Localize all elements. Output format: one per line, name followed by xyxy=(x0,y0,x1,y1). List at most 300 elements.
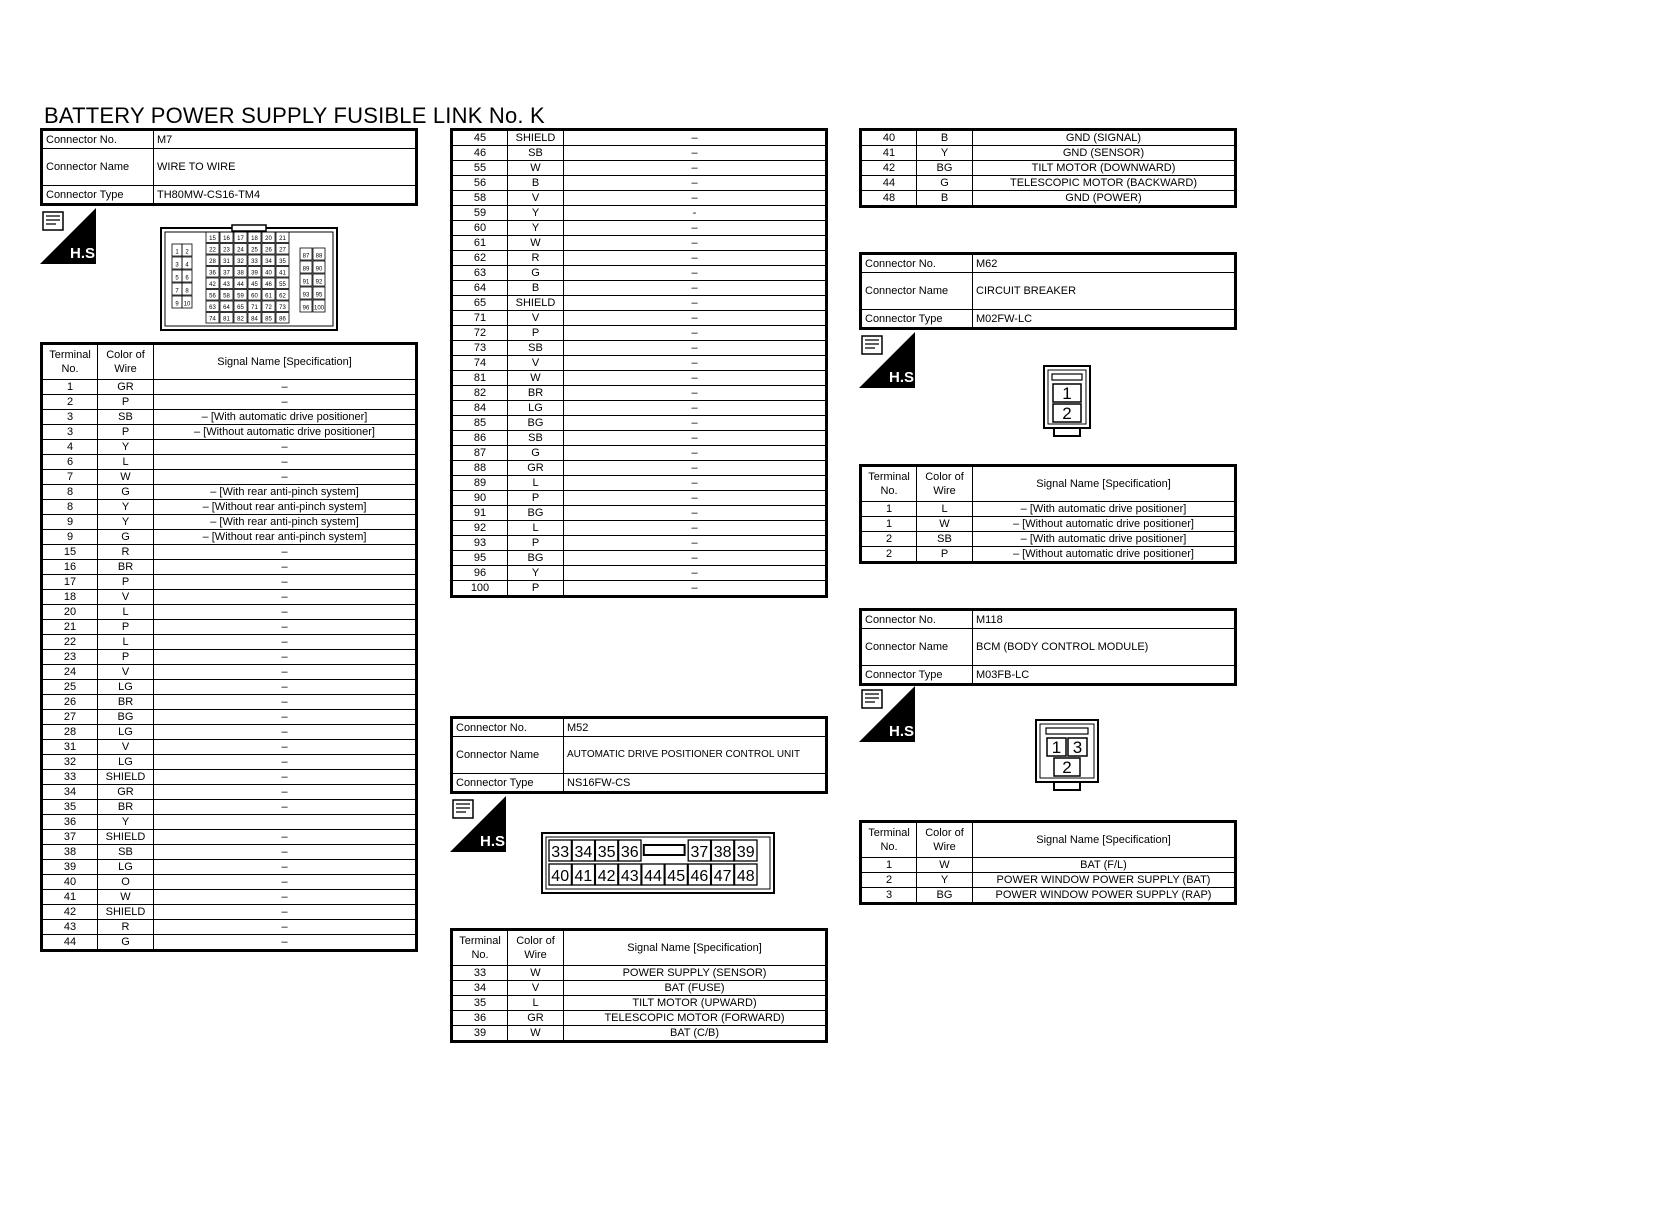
wire-color: B xyxy=(917,130,973,146)
m62-connector-face xyxy=(1042,364,1092,438)
terminal-no-header: Terminal No. xyxy=(861,822,917,858)
connector-no-label: Connector No. xyxy=(452,718,564,737)
table-row xyxy=(861,517,1236,532)
terminal-no: 93 xyxy=(452,536,508,551)
terminal-no: 1 xyxy=(861,517,917,532)
wire-color: R xyxy=(98,545,154,560)
signal-name: – xyxy=(154,590,417,605)
connector-type-label: Connector Type xyxy=(861,310,973,329)
pin-label: 100 xyxy=(313,305,325,312)
wire-color: BR xyxy=(98,695,154,710)
terminal-no: 31 xyxy=(42,740,98,755)
connector-key xyxy=(644,845,685,855)
wire-color: L xyxy=(508,521,564,536)
terminal-no: 36 xyxy=(42,815,98,830)
table-row xyxy=(42,830,417,845)
signal-name: – xyxy=(154,800,417,815)
signal-name: – xyxy=(154,920,417,935)
signal-name: – xyxy=(154,620,417,635)
m52-rows xyxy=(452,966,827,1042)
table-row xyxy=(42,470,417,485)
hs-badge-text: H.S. xyxy=(889,723,919,740)
pin-label: 56 xyxy=(209,293,216,300)
wire-color: W xyxy=(508,1026,564,1042)
pin-label: 18 xyxy=(251,236,258,242)
signal-name: – xyxy=(154,830,417,845)
hs-badge-text: H.S. xyxy=(70,245,100,262)
wire-color: W xyxy=(917,517,973,532)
table-row xyxy=(42,530,417,545)
table-row xyxy=(452,551,827,566)
wire-color: SHIELD xyxy=(508,296,564,311)
pin-label: 21 xyxy=(279,236,286,242)
pin-label: 89 xyxy=(302,266,310,273)
signal-name: POWER WINDOW POWER SUPPLY (BAT) xyxy=(973,873,1236,888)
signal-name: – xyxy=(564,296,827,311)
page-title: BATTERY POWER SUPPLY FUSIBLE LINK No. K xyxy=(44,103,545,128)
table-row xyxy=(452,146,827,161)
pin-label: 33 xyxy=(551,844,570,861)
wire-color: R xyxy=(508,251,564,266)
terminal-no: 27 xyxy=(42,710,98,725)
color-of-wire-header: Color of Wire xyxy=(508,930,564,966)
pin-label: 93 xyxy=(302,292,310,299)
wire-color: Y xyxy=(98,815,154,830)
pin-label: 39 xyxy=(736,844,755,861)
signal-name: – xyxy=(154,905,417,920)
terminal-no: 37 xyxy=(42,830,98,845)
wire-color: G xyxy=(98,485,154,500)
table-row xyxy=(452,491,827,506)
wire-color: P xyxy=(98,620,154,635)
m118-pin-3: 3 xyxy=(1072,738,1083,757)
table-row xyxy=(42,395,417,410)
terminal-no: 55 xyxy=(452,161,508,176)
wire-color: L xyxy=(98,455,154,470)
signal-name: – xyxy=(564,446,827,461)
wire-color: P xyxy=(508,581,564,597)
terminal-no: 85 xyxy=(452,416,508,431)
pin-label: 15 xyxy=(209,236,216,242)
terminal-no: 40 xyxy=(861,130,917,146)
wire-color: W xyxy=(508,371,564,386)
terminal-no: 1 xyxy=(42,380,98,395)
pin-label: 90 xyxy=(315,266,323,273)
table-row xyxy=(42,485,417,500)
wire-color: P xyxy=(98,575,154,590)
m7-connector-face xyxy=(160,224,338,332)
table-row xyxy=(42,590,417,605)
connector-no-label: Connector No. xyxy=(42,130,154,149)
terminal-no: 3 xyxy=(42,410,98,425)
signal-name: – xyxy=(564,506,827,521)
pin-label: 45 xyxy=(667,868,686,885)
signal-name: – xyxy=(154,740,417,755)
hs-badge-text: H.S. xyxy=(889,369,919,386)
wire-color: Y xyxy=(98,500,154,515)
signal-name: – xyxy=(154,680,417,695)
terminal-no: 40 xyxy=(42,875,98,890)
pin-label: 39 xyxy=(251,270,258,277)
table-row xyxy=(42,650,417,665)
wire-color: P xyxy=(508,536,564,551)
wire-color: R xyxy=(98,920,154,935)
terminal-no: 8 xyxy=(42,485,98,500)
pin-label: 24 xyxy=(237,247,244,254)
connector-name-label: Connector Name xyxy=(42,149,154,186)
signal-name: – xyxy=(564,521,827,536)
signal-name: – [With automatic drive positioner] xyxy=(973,532,1236,547)
terminal-no: 86 xyxy=(452,431,508,446)
terminal-no: 32 xyxy=(42,755,98,770)
signal-name: – xyxy=(154,440,417,455)
table-row xyxy=(42,455,417,470)
signal-name: – xyxy=(154,665,417,680)
table-row xyxy=(861,547,1236,563)
pin-label: 55 xyxy=(279,282,286,288)
pin-label: 72 xyxy=(265,305,272,311)
m7-left-rows xyxy=(42,380,417,951)
pin-label: 25 xyxy=(251,247,258,254)
table-row xyxy=(42,680,417,695)
wire-color: BR xyxy=(98,800,154,815)
signal-name: – [Without rear anti-pinch system] xyxy=(154,500,417,515)
table-row xyxy=(42,440,417,455)
table-row xyxy=(42,905,417,920)
terminal-no: 92 xyxy=(452,521,508,536)
m52-connector-type: NS16FW-CS xyxy=(564,774,827,793)
terminal-no: 22 xyxy=(42,635,98,650)
table-row xyxy=(452,236,827,251)
table-row xyxy=(42,560,417,575)
terminal-no: 34 xyxy=(42,785,98,800)
terminal-no: 96 xyxy=(452,566,508,581)
m52-cont-rows xyxy=(861,130,1236,207)
table-row xyxy=(452,461,827,476)
pin-label: 10 xyxy=(183,301,191,308)
terminal-no: 95 xyxy=(452,551,508,566)
m118-connector-name: BCM (BODY CONTROL MODULE) xyxy=(973,629,1236,666)
wire-color: Y xyxy=(98,440,154,455)
m118-rows xyxy=(861,858,1236,904)
wire-color: G xyxy=(508,446,564,461)
terminal-no: 26 xyxy=(42,695,98,710)
signal-name: – xyxy=(564,461,827,476)
signal-name: – [With automatic drive positioner] xyxy=(154,410,417,425)
harness-side-icon xyxy=(859,686,919,742)
signal-name: TELESCOPIC MOTOR (BACKWARD) xyxy=(973,176,1236,191)
wire-color: Y xyxy=(508,206,564,221)
pin-label: 41 xyxy=(574,868,593,885)
wire-color: SHIELD xyxy=(98,830,154,845)
pin-label: 38 xyxy=(237,270,244,277)
signal-name: – [Without automatic drive positioner] xyxy=(154,425,417,440)
wire-color: SB xyxy=(98,410,154,425)
table-row xyxy=(452,981,827,996)
terminal-no: 63 xyxy=(452,266,508,281)
terminal-no: 39 xyxy=(42,860,98,875)
pin-label: 87 xyxy=(302,253,310,260)
terminal-no: 4 xyxy=(42,440,98,455)
terminal-no: 46 xyxy=(452,146,508,161)
wire-color: SB xyxy=(508,431,564,446)
signal-name: – xyxy=(154,755,417,770)
table-row xyxy=(42,545,417,560)
pin-label: 9 xyxy=(175,301,179,308)
terminal-no: 35 xyxy=(42,800,98,815)
pin-label: 59 xyxy=(237,293,244,300)
terminal-no: 2 xyxy=(42,395,98,410)
wire-color: Y xyxy=(98,515,154,530)
m7-middle-rows xyxy=(452,130,827,597)
harness-side-icon xyxy=(40,208,100,264)
wire-color: V xyxy=(508,191,564,206)
table-row xyxy=(452,221,827,236)
terminal-no: 82 xyxy=(452,386,508,401)
pin-label: 96 xyxy=(302,305,310,312)
table-row xyxy=(452,161,827,176)
wire-color: LG xyxy=(98,860,154,875)
table-row xyxy=(42,860,417,875)
table-row xyxy=(452,281,827,296)
m62-rows xyxy=(861,502,1236,563)
wire-color: G xyxy=(508,266,564,281)
table-row xyxy=(42,605,417,620)
wire-color: L xyxy=(508,476,564,491)
terminal-no: 2 xyxy=(861,532,917,547)
m7-terminal-table-middle xyxy=(450,128,828,598)
signal-name: BAT (C/B) xyxy=(564,1026,827,1042)
pin-label: 88 xyxy=(315,253,323,260)
terminal-no: 18 xyxy=(42,590,98,605)
wire-color: BG xyxy=(508,416,564,431)
table-row xyxy=(452,386,827,401)
m7-connector-type: TH80MW-CS16-TM4 xyxy=(154,186,417,205)
pin-label: 32 xyxy=(237,259,244,265)
signal-name: – xyxy=(564,130,827,146)
terminal-no: 38 xyxy=(42,845,98,860)
connector-type-label: Connector Type xyxy=(452,774,564,793)
pin-label: 42 xyxy=(209,282,216,288)
wire-color: P xyxy=(508,326,564,341)
terminal-no: 64 xyxy=(452,281,508,296)
terminal-no: 100 xyxy=(452,581,508,597)
pin-label: 61 xyxy=(265,293,272,300)
signal-name: – xyxy=(564,581,827,597)
m118-connector-no: M118 xyxy=(973,610,1236,629)
signal-name: – xyxy=(154,695,417,710)
terminal-no: 1 xyxy=(861,858,917,873)
pin-label: 22 xyxy=(209,247,216,254)
table-row xyxy=(452,476,827,491)
wire-color: W xyxy=(917,858,973,873)
table-row xyxy=(452,536,827,551)
color-of-wire-header: Color of Wire xyxy=(98,344,154,380)
signal-name: – [With rear anti-pinch system] xyxy=(154,515,417,530)
terminal-no: 7 xyxy=(42,470,98,485)
signal-name: TILT MOTOR (DOWNWARD) xyxy=(973,161,1236,176)
table-row xyxy=(861,858,1236,873)
connector-name-label: Connector Name xyxy=(861,273,973,310)
wire-color: SB xyxy=(917,532,973,547)
wire-color: Y xyxy=(917,146,973,161)
signal-name: – xyxy=(564,281,827,296)
pin-label: 37 xyxy=(690,844,709,861)
pin-label: 40 xyxy=(551,868,570,885)
terminal-no: 33 xyxy=(452,966,508,981)
connector-name-label: Connector Name xyxy=(452,737,564,774)
table-row xyxy=(452,266,827,281)
m52-connector-name: AUTOMATIC DRIVE POSITIONER CONTROL UNIT xyxy=(564,737,827,774)
table-row xyxy=(452,446,827,461)
wire-color: V xyxy=(98,590,154,605)
terminal-no: 17 xyxy=(42,575,98,590)
terminal-no: 43 xyxy=(42,920,98,935)
terminal-no: 2 xyxy=(861,547,917,563)
table-row xyxy=(42,425,417,440)
signal-name: – xyxy=(154,470,417,485)
signal-name: – xyxy=(154,845,417,860)
table-row xyxy=(42,500,417,515)
terminal-no: 41 xyxy=(42,890,98,905)
table-row xyxy=(42,800,417,815)
table-row xyxy=(452,566,827,581)
table-row xyxy=(42,665,417,680)
terminal-no: 15 xyxy=(42,545,98,560)
signal-name: – xyxy=(154,605,417,620)
table-row xyxy=(452,521,827,536)
pin-label: 41 xyxy=(279,270,286,277)
signal-name: – xyxy=(564,191,827,206)
terminal-no: 90 xyxy=(452,491,508,506)
terminal-no: 41 xyxy=(861,146,917,161)
signal-name: – xyxy=(564,566,827,581)
pin-label: 5 xyxy=(175,275,179,282)
wire-color: P xyxy=(98,650,154,665)
signal-name: – xyxy=(154,545,417,560)
m52-connector-face xyxy=(541,832,775,894)
m7-pin-grid xyxy=(172,232,325,323)
m7-connector-no: M7 xyxy=(154,130,417,149)
signal-name: – xyxy=(154,725,417,740)
terminal-no: 1 xyxy=(861,502,917,517)
table-row xyxy=(452,966,827,981)
terminal-no: 9 xyxy=(42,515,98,530)
terminal-no: 2 xyxy=(861,873,917,888)
pin-label: 42 xyxy=(597,868,616,885)
pin-label: 7 xyxy=(175,288,179,295)
m118-info-block xyxy=(859,608,1237,686)
m7-connector-name: WIRE TO WIRE xyxy=(154,149,417,186)
wire-color: W xyxy=(508,161,564,176)
m52-info-block xyxy=(450,716,828,794)
connector-no-label: Connector No. xyxy=(861,610,973,629)
terminal-no: 21 xyxy=(42,620,98,635)
m52-connector-no: M52 xyxy=(564,718,827,737)
wire-color: BG xyxy=(917,161,973,176)
terminal-no: 20 xyxy=(42,605,98,620)
table-row xyxy=(452,581,827,597)
table-row xyxy=(42,815,417,830)
signal-name: – xyxy=(154,635,417,650)
m7-terminal-table-left xyxy=(40,342,418,952)
wire-color: W xyxy=(508,236,564,251)
pin-label: 81 xyxy=(223,316,230,323)
terminal-no: 35 xyxy=(452,996,508,1011)
pin-label: 71 xyxy=(251,305,258,311)
terminal-no: 87 xyxy=(452,446,508,461)
terminal-no: 74 xyxy=(452,356,508,371)
harness-side-icon xyxy=(859,332,919,388)
terminal-no: 8 xyxy=(42,500,98,515)
pin-label: 31 xyxy=(223,259,230,265)
signal-name: – xyxy=(564,311,827,326)
signal-name-header: Signal Name [Specification] xyxy=(973,822,1236,858)
signal-name: GND (SIGNAL) xyxy=(973,130,1236,146)
table-row xyxy=(452,341,827,356)
table-row xyxy=(861,888,1236,904)
signal-name: – xyxy=(564,251,827,266)
pin-label: 46 xyxy=(690,868,709,885)
signal-name: – [Without rear anti-pinch system] xyxy=(154,530,417,545)
pin-label: 33 xyxy=(251,259,258,265)
m118-terminal-table xyxy=(859,820,1237,905)
wire-color: B xyxy=(917,191,973,207)
table-row xyxy=(42,890,417,905)
wire-color: GR xyxy=(98,380,154,395)
table-row xyxy=(42,380,417,395)
table-row xyxy=(452,371,827,386)
signal-name-header: Signal Name [Specification] xyxy=(564,930,827,966)
pin-label: 62 xyxy=(279,293,286,300)
signal-name: – xyxy=(564,476,827,491)
terminal-no: 72 xyxy=(452,326,508,341)
wire-color: P xyxy=(917,547,973,563)
terminal-no: 91 xyxy=(452,506,508,521)
pin-label: 44 xyxy=(237,282,244,288)
wire-color: GR xyxy=(508,1011,564,1026)
terminal-no: 25 xyxy=(42,680,98,695)
m52-terminal-table-cont xyxy=(859,128,1237,208)
table-row xyxy=(42,785,417,800)
signal-name: POWER SUPPLY (SENSOR) xyxy=(564,966,827,981)
pin-label: 6 xyxy=(185,275,189,282)
wire-color: B xyxy=(508,176,564,191)
pin-label: 20 xyxy=(265,236,272,242)
table-row xyxy=(861,191,1236,207)
pin-label: 86 xyxy=(279,316,286,323)
pin-label: 60 xyxy=(251,293,258,300)
terminal-no: 61 xyxy=(452,236,508,251)
wire-color: LG xyxy=(98,725,154,740)
terminal-no: 33 xyxy=(42,770,98,785)
pin-label: 36 xyxy=(620,844,639,861)
pin-label: 27 xyxy=(279,247,286,254)
terminal-no: 60 xyxy=(452,221,508,236)
wire-color: GR xyxy=(508,461,564,476)
pin-label: 43 xyxy=(620,868,639,885)
terminal-no: 34 xyxy=(452,981,508,996)
terminal-no: 56 xyxy=(452,176,508,191)
pin-label: 46 xyxy=(265,282,272,288)
table-row xyxy=(42,755,417,770)
table-row xyxy=(42,740,417,755)
wire-color: V xyxy=(508,356,564,371)
signal-name: – xyxy=(564,341,827,356)
pin-label: 17 xyxy=(237,236,244,242)
pin-label: 35 xyxy=(279,259,286,265)
wire-color: V xyxy=(508,311,564,326)
